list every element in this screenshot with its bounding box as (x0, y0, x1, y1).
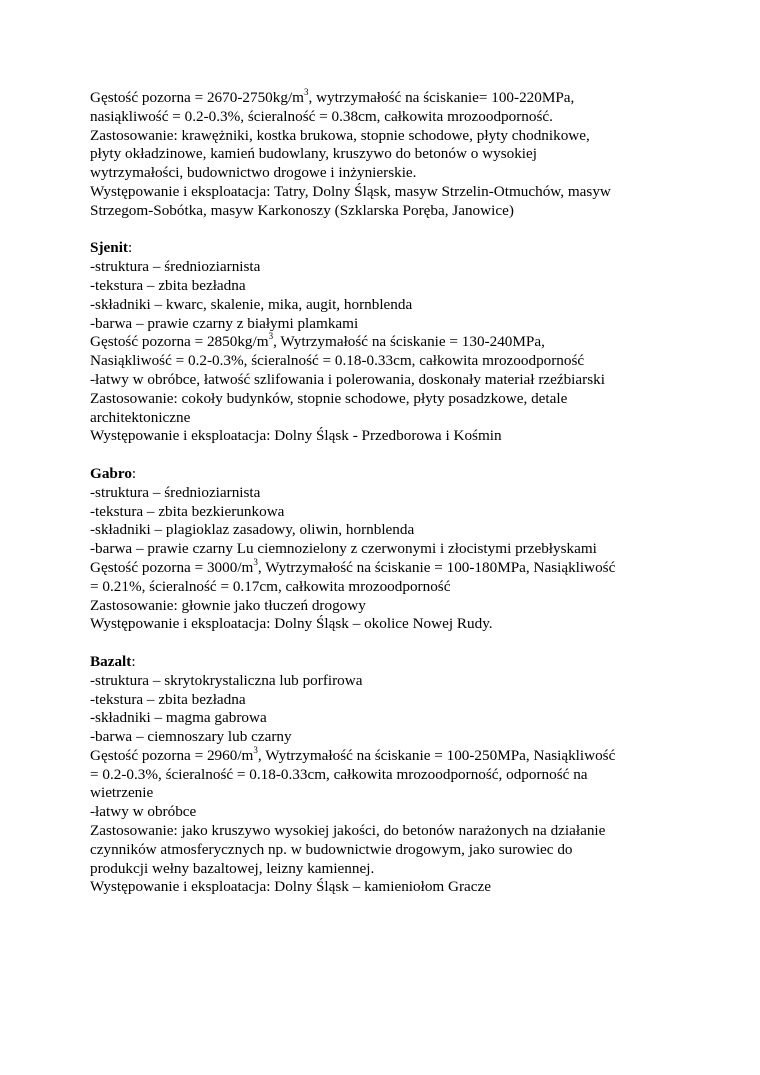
intro-density-unit-exponent: 3 (303, 86, 309, 97)
section-title: Sjenit (90, 239, 128, 257)
property-line: -struktura – skrytokrystaliczna lub porfirowa (90, 671, 363, 689)
property-line: Występowanie i eksploatacja: Dolny Śląsk – okolice Nowej Rudy. (90, 615, 493, 633)
density-unit-exponent: 3 (253, 744, 258, 755)
section-gabro (90, 465, 700, 634)
strength-text: , Wytrzymałość na ściskanie = 100-180MPa, Nasiąkliwość (257, 558, 616, 576)
property-line: = 0.2-0.3%, ścieralność = 0.18-0.33cm, całkowita mrozoodporność, odporność na (90, 765, 588, 783)
paragraph-gap (90, 634, 700, 653)
density-line (90, 556, 700, 578)
property-line: -tekstura – zbita bezkierunkowa (90, 502, 285, 520)
paragraph-gap (90, 446, 700, 465)
property-line: Występowanie i eksploatacja: Dolny Śląsk – kamieniołom Gracze (90, 878, 492, 896)
property-line: -składniki – kwarc, skalenie, mika, augit, hornblenda (90, 295, 413, 313)
property-line: -struktura – średnioziarnista (90, 483, 261, 501)
property-line: -barwa – ciemnoszary lub czarny (90, 728, 292, 746)
property-line: -tekstura – zbita bezładna (90, 690, 246, 708)
intro-strength-text: , wytrzymałość na ściskanie= 100-220MPa, (308, 89, 575, 106)
intro-line: wytrzymałości, budownictwo drogowe i inżynierskie. (90, 164, 417, 182)
intro-paragraph (90, 86, 700, 221)
property-line: architektoniczne (90, 408, 191, 426)
property-line: -barwa – prawie czarny z białymi plamkami (90, 314, 359, 332)
property-line: -składniki – magma gabrowa (90, 709, 267, 727)
document-page (90, 86, 700, 897)
section-title: Bazalt (90, 652, 132, 670)
intro-line: płyty okładzinowe, kamień budowlany, kruszywo do betonów o wysokiej (90, 145, 537, 163)
density-text: Gęstość pozorna = 2960/m (90, 746, 254, 764)
property-line: -barwa – prawie czarny Lu ciemnozielony z czerwonymi i złocistymi przebłyskami (90, 540, 597, 558)
density-text: Gęstość pozorna = 3000/m (90, 558, 254, 576)
density-line (90, 333, 700, 352)
property-line: Zastosowanie: cokoły budynków, stopnie schodowe, płyty posadzkowe, detale (90, 389, 568, 407)
property-line: -łatwy w obróbce (90, 803, 197, 821)
heading-colon: : (131, 464, 137, 482)
intro-density-line (90, 86, 700, 108)
strength-text: , Wytrzymałość na ściskanie = 130-240MPa, (273, 333, 545, 351)
intro-line: Zastosowanie: krawężniki, kostka brukowa, stopnie schodowe, płyty chodnikowe, (90, 126, 590, 144)
density-line (90, 744, 700, 766)
property-line: -tekstura – zbita bezładna (90, 276, 246, 294)
section-sjenit (90, 239, 700, 446)
property-line: produkcji wełny bazaltowej, leizny kamiennej. (90, 859, 375, 877)
heading-colon: : (127, 239, 133, 257)
section-heading (90, 465, 700, 484)
intro-line: nasiąkliwość = 0.2-0.3%, ścieralność = 0.38cm, całkowita mrozoodporność. (90, 107, 553, 125)
property-line: czynników atmosferycznych np. w budownictwie drogowym, jako surowiec do (90, 840, 573, 858)
property-line: Zastosowanie: głownie jako tłuczeń drogowy (90, 596, 366, 614)
intro-line: Strzegom-Sobótka, masyw Karkonoszy (Szklarska Poręba, Janowice) (90, 201, 514, 219)
density-text: Gęstość pozorna = 2850kg/m (90, 333, 269, 351)
density-unit-exponent: 3 (268, 331, 274, 342)
intro-line: Występowanie i eksploatacja: Tatry, Dolny Śląsk, masyw Strzelin-Otmuchów, masyw (90, 182, 611, 200)
property-line: -struktura – średnioziarnista (90, 258, 261, 276)
section-title: Gabro (90, 464, 132, 482)
intro-density-text: Gęstość pozorna = 2670-2750kg/m (90, 89, 304, 106)
property-line: -składniki – plagioklaz zasadowy, oliwin, hornblenda (90, 521, 415, 539)
property-line: Nasiąkliwość = 0.2-0.3%, ścieralność = 0.18-0.33cm, całkowita mrozoodporność (90, 352, 585, 370)
property-line: = 0.21%, ścieralność = 0.17cm, całkowita mrozoodporność (90, 577, 451, 595)
property-line: -łatwy w obróbce, łatwość szlifowania i polerowania, doskonały materiał rzeźbiarski (90, 370, 605, 388)
heading-colon: : (131, 652, 136, 670)
paragraph-gap (90, 221, 700, 240)
property-line: Występowanie i eksploatacja: Dolny Śląsk - Przedborowa i Kośmin (90, 427, 502, 445)
section-heading (90, 239, 700, 258)
section-bazalt (90, 653, 700, 897)
strength-text: , Wytrzymałość na ściskanie = 100-250MPa, Nasiąkliwość (257, 746, 616, 764)
property-line: Zastosowanie: jako kruszywo wysokiej jakości, do betonów narażonych na działanie (90, 822, 606, 840)
section-heading (90, 653, 700, 672)
density-unit-exponent: 3 (253, 556, 258, 567)
property-line: wietrzenie (90, 784, 154, 802)
